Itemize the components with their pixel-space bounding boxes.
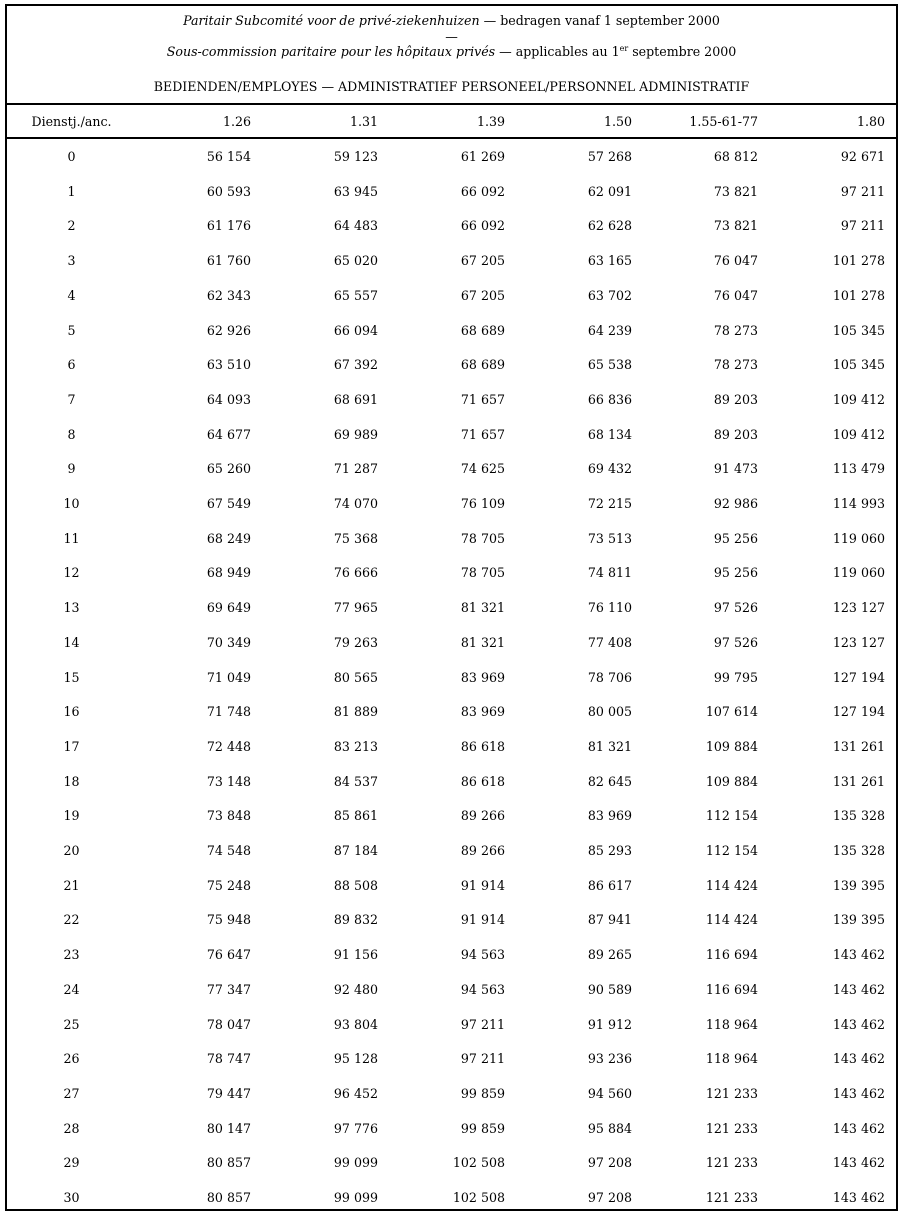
table-cell-1-55-61-77: 109 884 bbox=[705, 738, 758, 754]
table-cell-1-31: 93 804 bbox=[333, 1016, 378, 1032]
table-cell-1-80: 101 278 bbox=[832, 287, 885, 303]
header-line-french bbox=[7, 45, 896, 59]
table-cell-1-80: 123 127 bbox=[832, 634, 885, 650]
table-cell-1-55-61-77: 116 694 bbox=[705, 947, 758, 963]
table-cell-1-39: 68 689 bbox=[460, 322, 505, 338]
column-header-divider bbox=[7, 137, 896, 139]
table-row bbox=[7, 1052, 896, 1086]
table-cell-1-31: 71 287 bbox=[333, 461, 378, 477]
table-cell-1-31: 74 070 bbox=[333, 496, 378, 511]
table-cell-1-39: 99 859 bbox=[460, 1120, 505, 1136]
table-cell-1-55-61-77: 114 424 bbox=[705, 912, 758, 928]
table-row bbox=[7, 671, 896, 705]
table-row bbox=[7, 324, 896, 358]
table-row bbox=[7, 497, 896, 531]
table-cell-seniority: 28 bbox=[63, 1120, 80, 1136]
table-cell-1-80: 101 278 bbox=[832, 253, 885, 269]
table-cell-1-50: 57 268 bbox=[587, 149, 632, 164]
header-line-french-italic: Sous-commission paritaire pour les hôpitaux privés bbox=[166, 44, 496, 59]
table-row bbox=[7, 740, 896, 774]
table-row bbox=[7, 913, 896, 947]
table-cell-1-80: 119 060 bbox=[832, 530, 885, 546]
table-cell-1-55-61-77: 95 256 bbox=[713, 530, 758, 546]
table-cell-1-39: 61 269 bbox=[460, 149, 505, 164]
table-cell-1-80: 143 462 bbox=[832, 981, 885, 997]
table-cell-1-80: 135 328 bbox=[832, 843, 885, 858]
table-cell-1-26: 75 248 bbox=[206, 877, 251, 893]
table-cell-1-80: 135 328 bbox=[832, 808, 885, 824]
table-cell-1-80: 113 479 bbox=[832, 461, 885, 477]
table-cell-1-55-61-77: 89 203 bbox=[713, 391, 758, 407]
table-cell-1-55-61-77: 68 812 bbox=[713, 149, 758, 164]
table-cell-1-31: 68 691 bbox=[333, 391, 378, 407]
table-cell-1-26: 56 154 bbox=[206, 149, 251, 164]
column-header-row bbox=[7, 105, 896, 137]
table-cell-1-50: 93 236 bbox=[587, 1051, 632, 1067]
table-cell-1-26: 73 148 bbox=[206, 773, 251, 789]
table-cell-1-50: 74 811 bbox=[587, 565, 632, 581]
table-cell-1-26: 77 347 bbox=[206, 981, 251, 997]
table-cell-seniority: 5 bbox=[67, 322, 76, 338]
table-row bbox=[7, 1018, 896, 1052]
table-cell-1-50: 95 884 bbox=[587, 1120, 632, 1136]
table-cell-1-39: 74 625 bbox=[460, 461, 505, 477]
table-cell-1-31: 75 368 bbox=[333, 530, 378, 546]
table-cell-1-39: 102 508 bbox=[452, 1155, 505, 1171]
table-cell-1-50: 91 912 bbox=[587, 1016, 632, 1032]
table-cell-1-50: 66 836 bbox=[587, 391, 632, 407]
table-cell-1-50: 94 560 bbox=[587, 1085, 632, 1101]
table-cell-1-31: 96 452 bbox=[333, 1085, 378, 1101]
table-cell-1-31: 64 483 bbox=[333, 218, 378, 234]
table-cell-1-26: 72 448 bbox=[206, 738, 251, 754]
table-cell-1-26: 69 649 bbox=[206, 600, 251, 616]
table-row bbox=[7, 150, 896, 184]
table-row bbox=[7, 809, 896, 843]
table-cell-seniority: 27 bbox=[63, 1085, 80, 1101]
header-line-french-plain-a: — applicables au 1 bbox=[495, 44, 620, 59]
table-cell-1-55-61-77: 76 047 bbox=[713, 287, 758, 303]
table-cell-1-39: 94 563 bbox=[460, 947, 505, 963]
table-cell-1-80: 143 462 bbox=[832, 1085, 885, 1101]
column-header-seniority: Dienstj./anc. bbox=[31, 114, 112, 129]
table-cell-1-50: 72 215 bbox=[587, 496, 632, 511]
table-cell-1-26: 67 549 bbox=[206, 496, 251, 511]
table-row bbox=[7, 254, 896, 288]
table-cell-1-55-61-77: 99 795 bbox=[713, 669, 758, 685]
table-cell-1-55-61-77: 121 233 bbox=[705, 1190, 758, 1205]
header-category-title: BEDIENDEN/EMPLOYES — ADMINISTRATIEF PERSONEEL/PERSONNEL ADMINISTRATIF bbox=[153, 79, 750, 94]
table-cell-1-50: 89 265 bbox=[587, 947, 632, 963]
header-line-dutch-italic: Paritair Subcomité voor de privé-ziekenhuizen bbox=[183, 13, 480, 28]
table-cell-1-55-61-77: 121 233 bbox=[705, 1120, 758, 1136]
table-cell-seniority: 11 bbox=[63, 530, 80, 546]
table-row bbox=[7, 532, 896, 566]
table-cell-1-50: 86 617 bbox=[587, 877, 632, 893]
table-cell-1-31: 77 965 bbox=[333, 600, 378, 616]
table-row bbox=[7, 289, 896, 323]
table-cell-1-31: 76 666 bbox=[333, 565, 378, 581]
table-cell-1-55-61-77: 109 884 bbox=[705, 773, 758, 789]
table-cell-1-55-61-77: 116 694 bbox=[705, 981, 758, 997]
table-cell-seniority: 13 bbox=[63, 600, 80, 616]
table-cell-seniority: 20 bbox=[63, 843, 80, 858]
table-cell-1-26: 79 447 bbox=[206, 1085, 251, 1101]
table-cell-seniority: 21 bbox=[63, 877, 80, 893]
table-cell-1-39: 67 205 bbox=[460, 253, 505, 269]
table-cell-seniority: 26 bbox=[63, 1051, 80, 1067]
table-cell-1-80: 97 211 bbox=[840, 183, 885, 199]
table-cell-1-50: 69 432 bbox=[587, 461, 632, 477]
table-cell-1-31: 87 184 bbox=[333, 843, 378, 858]
table-cell-1-31: 97 776 bbox=[333, 1120, 378, 1136]
table-row bbox=[7, 1191, 896, 1225]
table-cell-1-50: 78 706 bbox=[587, 669, 632, 685]
table-cell-1-80: 143 462 bbox=[832, 1120, 885, 1136]
header-line-french-superscript: er bbox=[619, 44, 629, 53]
table-cell-1-39: 86 618 bbox=[460, 773, 505, 789]
table-cell-1-80: 105 345 bbox=[832, 322, 885, 338]
table-cell-1-55-61-77: 121 233 bbox=[705, 1155, 758, 1171]
table-row bbox=[7, 844, 896, 878]
table-cell-1-26: 60 593 bbox=[206, 183, 251, 199]
table-cell-1-50: 82 645 bbox=[587, 773, 632, 789]
table-cell-1-80: 143 462 bbox=[832, 1016, 885, 1032]
table-cell-1-50: 97 208 bbox=[587, 1155, 632, 1171]
table-cell-seniority: 1 bbox=[67, 183, 76, 199]
table-cell-1-31: 66 094 bbox=[333, 322, 378, 338]
table-cell-seniority: 9 bbox=[67, 461, 76, 477]
table-cell-1-26: 80 857 bbox=[206, 1155, 251, 1171]
table-row bbox=[7, 775, 896, 809]
table-cell-1-31: 65 557 bbox=[333, 287, 378, 303]
table-cell-seniority: 25 bbox=[63, 1016, 80, 1032]
table-cell-1-80: 114 993 bbox=[832, 496, 885, 511]
table-cell-1-26: 64 093 bbox=[206, 391, 251, 407]
table-cell-1-31: 99 099 bbox=[333, 1155, 378, 1171]
salary-table-frame bbox=[5, 4, 898, 1211]
table-cell-seniority: 10 bbox=[63, 496, 80, 511]
table-cell-1-50: 73 513 bbox=[587, 530, 632, 546]
table-cell-1-55-61-77: 92 986 bbox=[713, 496, 758, 511]
table-cell-1-39: 81 321 bbox=[460, 600, 505, 616]
table-cell-1-39: 99 859 bbox=[460, 1085, 505, 1101]
table-cell-1-80: 139 395 bbox=[832, 912, 885, 928]
table-cell-1-80: 139 395 bbox=[832, 877, 885, 893]
table-cell-1-39: 97 211 bbox=[460, 1051, 505, 1067]
table-cell-seniority: 12 bbox=[63, 565, 80, 581]
table-row bbox=[7, 428, 896, 462]
table-cell-1-26: 73 848 bbox=[206, 808, 251, 824]
table-row bbox=[7, 1156, 896, 1190]
column-header-1-39: 1.39 bbox=[476, 114, 505, 129]
table-row bbox=[7, 358, 896, 392]
column-header-1-55-61-77: 1.55-61-77 bbox=[689, 114, 758, 129]
table-cell-seniority: 14 bbox=[63, 634, 80, 650]
header-line-dutch bbox=[7, 14, 896, 28]
table-cell-1-31: 92 480 bbox=[333, 981, 378, 997]
table-cell-1-39: 81 321 bbox=[460, 634, 505, 650]
table-cell-1-39: 66 092 bbox=[460, 183, 505, 199]
table-cell-1-50: 90 589 bbox=[587, 981, 632, 997]
table-cell-1-39: 94 563 bbox=[460, 981, 505, 997]
table-cell-seniority: 22 bbox=[63, 912, 80, 928]
table-cell-1-55-61-77: 95 256 bbox=[713, 565, 758, 581]
table-cell-1-39: 91 914 bbox=[460, 912, 505, 928]
table-header bbox=[7, 6, 896, 103]
table-cell-1-55-61-77: 121 233 bbox=[705, 1085, 758, 1101]
table-cell-1-39: 71 657 bbox=[460, 426, 505, 442]
table-cell-1-26: 78 047 bbox=[206, 1016, 251, 1032]
table-cell-1-26: 62 343 bbox=[206, 287, 251, 303]
table-cell-1-55-61-77: 114 424 bbox=[705, 877, 758, 893]
table-cell-seniority: 15 bbox=[63, 669, 80, 685]
table-cell-1-55-61-77: 78 273 bbox=[713, 357, 758, 373]
table-cell-1-31: 91 156 bbox=[333, 947, 378, 963]
table-cell-1-80: 143 462 bbox=[832, 1051, 885, 1067]
table-cell-1-50: 77 408 bbox=[587, 634, 632, 650]
table-cell-1-80: 131 261 bbox=[832, 773, 885, 789]
table-cell-1-50: 85 293 bbox=[587, 843, 632, 858]
table-cell-1-55-61-77: 97 526 bbox=[713, 600, 758, 616]
table-cell-1-31: 95 128 bbox=[333, 1051, 378, 1067]
table-cell-1-80: 143 462 bbox=[832, 1190, 885, 1205]
table-row bbox=[7, 1087, 896, 1121]
table-cell-1-31: 85 861 bbox=[333, 808, 378, 824]
table-cell-1-26: 62 926 bbox=[206, 322, 251, 338]
table-cell-1-50: 87 941 bbox=[587, 912, 632, 928]
table-cell-1-26: 75 948 bbox=[206, 912, 251, 928]
table-cell-1-55-61-77: 73 821 bbox=[713, 183, 758, 199]
header-line-french-plain-b: septembre 2000 bbox=[628, 44, 737, 59]
table-cell-1-31: 80 565 bbox=[333, 669, 378, 685]
table-cell-1-50: 80 005 bbox=[587, 704, 632, 720]
table-cell-1-31: 83 213 bbox=[333, 738, 378, 754]
table-cell-1-26: 61 760 bbox=[206, 253, 251, 269]
table-row bbox=[7, 879, 896, 913]
table-cell-1-26: 70 349 bbox=[206, 634, 251, 650]
table-cell-1-26: 71 049 bbox=[206, 669, 251, 685]
table-row bbox=[7, 566, 896, 600]
table-cell-seniority: 2 bbox=[67, 218, 76, 234]
table-cell-1-39: 78 705 bbox=[460, 565, 505, 581]
table-row bbox=[7, 705, 896, 739]
table-cell-1-39: 91 914 bbox=[460, 877, 505, 893]
table-cell-seniority: 23 bbox=[63, 947, 80, 963]
table-row bbox=[7, 636, 896, 670]
table-cell-1-26: 80 147 bbox=[206, 1120, 251, 1136]
table-cell-1-80: 143 462 bbox=[832, 1155, 885, 1171]
table-cell-1-55-61-77: 76 047 bbox=[713, 253, 758, 269]
table-cell-1-50: 97 208 bbox=[587, 1190, 632, 1205]
table-cell-1-39: 76 109 bbox=[460, 496, 505, 511]
table-cell-1-55-61-77: 112 154 bbox=[705, 808, 758, 824]
table-cell-1-80: 97 211 bbox=[840, 218, 885, 234]
table-cell-1-50: 65 538 bbox=[587, 357, 632, 373]
table-row bbox=[7, 462, 896, 496]
table-cell-seniority: 6 bbox=[67, 357, 76, 373]
table-cell-1-26: 71 748 bbox=[206, 704, 251, 720]
table-cell-1-26: 68 249 bbox=[206, 530, 251, 546]
table-cell-1-39: 67 205 bbox=[460, 287, 505, 303]
table-cell-1-55-61-77: 107 614 bbox=[705, 704, 758, 720]
table-cell-1-80: 109 412 bbox=[832, 391, 885, 407]
table-cell-1-80: 105 345 bbox=[832, 357, 885, 373]
table-cell-1-26: 63 510 bbox=[206, 357, 251, 373]
table-cell-1-31: 81 889 bbox=[333, 704, 378, 720]
table-cell-1-80: 127 194 bbox=[832, 704, 885, 720]
column-header-1-50: 1.50 bbox=[603, 114, 632, 129]
table-cell-1-26: 78 747 bbox=[206, 1051, 251, 1067]
table-cell-seniority: 0 bbox=[67, 149, 76, 164]
table-cell-seniority: 29 bbox=[63, 1155, 80, 1171]
table-cell-1-80: 131 261 bbox=[832, 738, 885, 754]
column-header-1-26: 1.26 bbox=[222, 114, 251, 129]
table-cell-1-50: 83 969 bbox=[587, 808, 632, 824]
table-cell-1-31: 89 832 bbox=[333, 912, 378, 928]
table-cell-1-80: 109 412 bbox=[832, 426, 885, 442]
table-row bbox=[7, 1122, 896, 1156]
table-cell-1-55-61-77: 97 526 bbox=[713, 634, 758, 650]
table-row bbox=[7, 393, 896, 427]
table-cell-1-39: 86 618 bbox=[460, 738, 505, 754]
table-cell-1-26: 65 260 bbox=[206, 461, 251, 477]
table-cell-seniority: 17 bbox=[63, 738, 80, 754]
table-cell-1-26: 61 176 bbox=[206, 218, 251, 234]
column-header-1-80: 1.80 bbox=[856, 114, 885, 129]
table-cell-1-80: 123 127 bbox=[832, 600, 885, 616]
header-separator-dash: — bbox=[445, 29, 458, 44]
table-cell-1-39: 102 508 bbox=[452, 1190, 505, 1205]
header-line-dutch-plain: — bedragen vanaf 1 september 2000 bbox=[479, 13, 720, 28]
table-cell-1-39: 71 657 bbox=[460, 391, 505, 407]
table-cell-1-50: 62 091 bbox=[587, 183, 632, 199]
table-cell-1-80: 119 060 bbox=[832, 565, 885, 581]
table-row bbox=[7, 983, 896, 1017]
table-cell-1-39: 83 969 bbox=[460, 669, 505, 685]
table-cell-1-55-61-77: 118 964 bbox=[705, 1016, 758, 1032]
table-cell-1-26: 68 949 bbox=[206, 565, 251, 581]
table-cell-1-31: 84 537 bbox=[333, 773, 378, 789]
table-cell-1-31: 63 945 bbox=[333, 183, 378, 199]
table-cell-1-39: 83 969 bbox=[460, 704, 505, 720]
table-cell-1-50: 63 165 bbox=[587, 253, 632, 269]
table-cell-1-26: 76 647 bbox=[206, 947, 251, 963]
table-cell-seniority: 18 bbox=[63, 773, 80, 789]
table-cell-1-39: 89 266 bbox=[460, 843, 505, 858]
table-cell-1-39: 66 092 bbox=[460, 218, 505, 234]
table-row bbox=[7, 601, 896, 635]
table-cell-seniority: 8 bbox=[67, 426, 76, 442]
table-cell-1-50: 81 321 bbox=[587, 738, 632, 754]
table-cell-1-39: 89 266 bbox=[460, 808, 505, 824]
table-cell-1-55-61-77: 118 964 bbox=[705, 1051, 758, 1067]
table-cell-1-26: 74 548 bbox=[206, 843, 251, 858]
table-cell-1-55-61-77: 78 273 bbox=[713, 322, 758, 338]
table-row bbox=[7, 219, 896, 253]
table-cell-1-50: 62 628 bbox=[587, 218, 632, 234]
table-row bbox=[7, 948, 896, 982]
column-header-1-31: 1.31 bbox=[349, 114, 378, 129]
table-cell-1-31: 59 123 bbox=[333, 149, 378, 164]
table-cell-1-39: 68 689 bbox=[460, 357, 505, 373]
table-cell-1-31: 99 099 bbox=[333, 1190, 378, 1205]
table-cell-1-50: 64 239 bbox=[587, 322, 632, 338]
table-cell-1-55-61-77: 112 154 bbox=[705, 843, 758, 858]
table-cell-1-39: 97 211 bbox=[460, 1016, 505, 1032]
table-cell-1-80: 127 194 bbox=[832, 669, 885, 685]
table-cell-seniority: 16 bbox=[63, 704, 80, 720]
table-cell-1-80: 143 462 bbox=[832, 947, 885, 963]
table-cell-1-80: 92 671 bbox=[840, 149, 885, 164]
table-cell-1-55-61-77: 89 203 bbox=[713, 426, 758, 442]
table-cell-1-31: 88 508 bbox=[333, 877, 378, 893]
table-cell-1-39: 78 705 bbox=[460, 530, 505, 546]
table-cell-seniority: 7 bbox=[67, 391, 76, 407]
table-cell-1-55-61-77: 91 473 bbox=[713, 461, 758, 477]
table-cell-seniority: 30 bbox=[63, 1190, 80, 1205]
table-cell-1-31: 79 263 bbox=[333, 634, 378, 650]
table-cell-seniority: 24 bbox=[63, 981, 80, 997]
table-cell-1-31: 67 392 bbox=[333, 357, 378, 373]
table-cell-1-31: 69 989 bbox=[333, 426, 378, 442]
table-row bbox=[7, 185, 896, 219]
table-cell-1-26: 64 677 bbox=[206, 426, 251, 442]
table-cell-1-31: 65 020 bbox=[333, 253, 378, 269]
table-cell-1-26: 80 857 bbox=[206, 1190, 251, 1205]
table-cell-1-50: 68 134 bbox=[587, 426, 632, 442]
table-cell-1-50: 76 110 bbox=[587, 600, 632, 616]
table-cell-seniority: 3 bbox=[67, 253, 76, 269]
table-cell-seniority: 4 bbox=[67, 287, 76, 303]
table-cell-1-55-61-77: 73 821 bbox=[713, 218, 758, 234]
table-cell-seniority: 19 bbox=[63, 808, 80, 824]
table-cell-1-50: 63 702 bbox=[587, 287, 632, 303]
